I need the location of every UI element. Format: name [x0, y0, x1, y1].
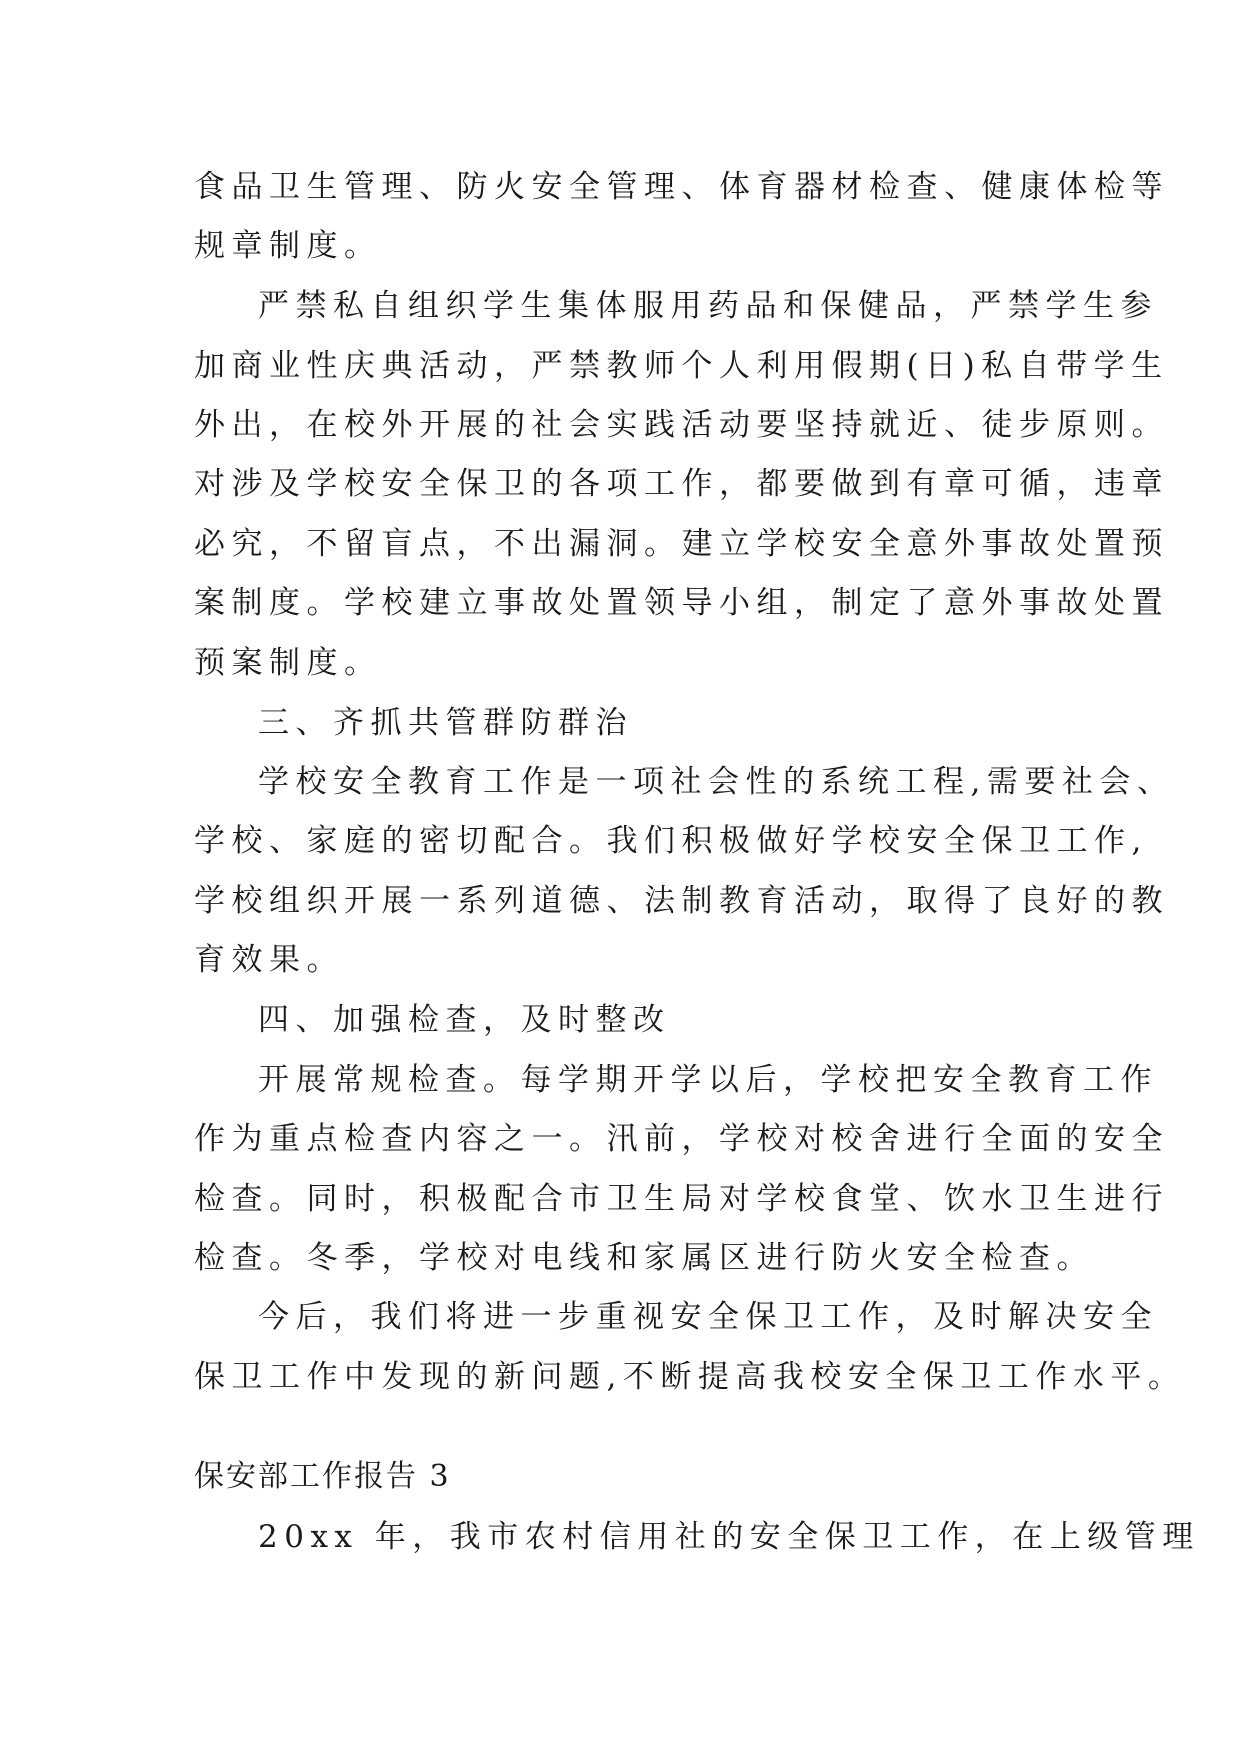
- report-section-title: 保安部工作报告 3: [194, 1459, 451, 1494]
- paragraph-line: 开展常规检查。每学期开学以后，学校把安全教育工作: [258, 1062, 1158, 1098]
- section-subheading: 三、齐抓共管群防群治: [258, 705, 633, 741]
- paragraph-line: 育效果。: [194, 942, 344, 978]
- paragraph-line: 案制度。学校建立事故处置领导小组，制定了意外事故处置: [194, 585, 1169, 621]
- paragraph-line: 必究，不留盲点，不出漏洞。建立学校安全意外事故处置预: [194, 526, 1169, 562]
- paragraph-line: 作为重点检查内容之一。汛前，学校对校舍进行全面的安全: [194, 1121, 1169, 1157]
- paragraph-line: 严禁私自组织学生集体服用药品和保健品，严禁学生参: [258, 288, 1158, 324]
- paragraph-line: 外出，在校外开展的社会实践活动要坚持就近、徒步原则。: [194, 407, 1169, 443]
- paragraph-line: 学校组织开展一系列道德、法制教育活动，取得了良好的教: [194, 883, 1169, 919]
- paragraph-line: 加商业性庆典活动，严禁教师个人利用假期(日)私自带学生: [194, 348, 1169, 384]
- paragraph-line: 检查。同时，积极配合市卫生局对学校食堂、饮水卫生进行: [194, 1181, 1169, 1217]
- paragraph-line: 今后，我们将进一步重视安全保卫工作，及时解决安全: [258, 1299, 1158, 1335]
- paragraph-line: 预案制度。: [194, 645, 382, 681]
- paragraph-line: 食品卫生管理、防火安全管理、体育器材检查、健康体检等: [194, 169, 1169, 205]
- paragraph-line: 检查。冬季，学校对电线和家属区进行防火安全检查。: [194, 1240, 1094, 1276]
- paragraph-line: 学校、家庭的密切配合。我们积极做好学校安全保卫工作,: [194, 823, 1148, 859]
- paragraph-line: 保卫工作中发现的新问题,不断提高我校安全保卫工作水平。: [194, 1359, 1186, 1395]
- paragraph-line: 规章制度。: [194, 228, 382, 264]
- section-subheading: 四、加强检查，及时整改: [258, 1002, 671, 1038]
- paragraph-line: 20xx 年，我市农村信用社的安全保卫工作，在上级管理: [258, 1519, 1200, 1555]
- paragraph-line: 对涉及学校安全保卫的各项工作，都要做到有章可循，违章: [194, 466, 1169, 502]
- paragraph-line: 学校安全教育工作是一项社会性的系统工程,需要社会、: [258, 764, 1175, 800]
